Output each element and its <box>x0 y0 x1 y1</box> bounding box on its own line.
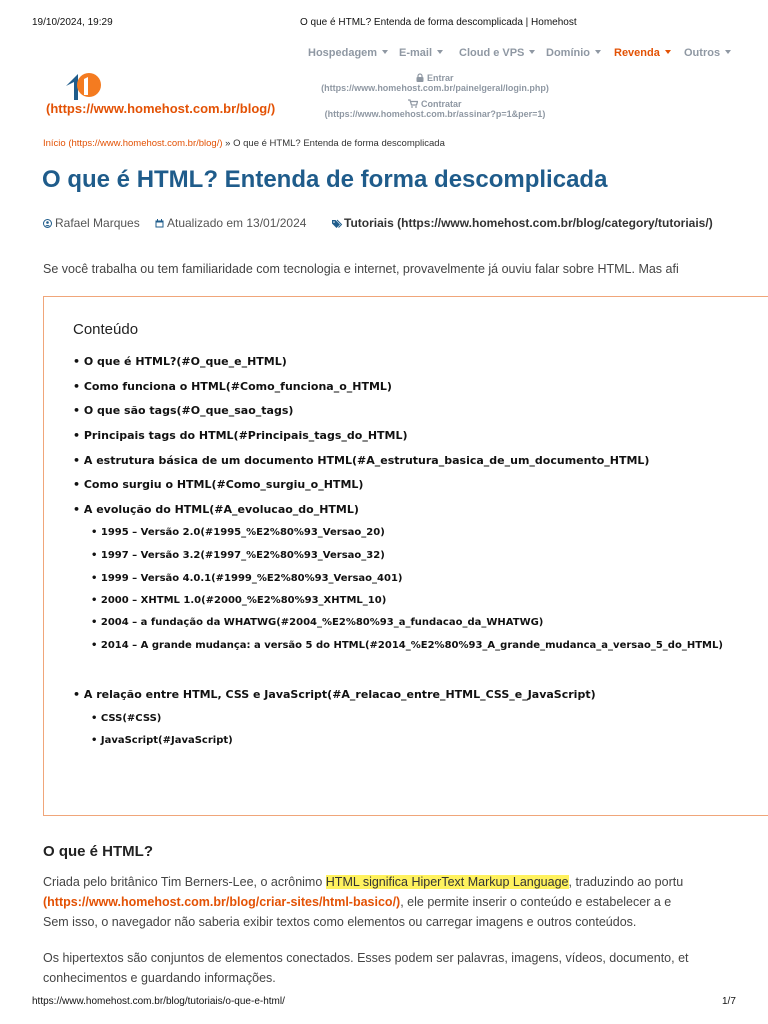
intro-paragraph: Se você trabalha ou tem familiaridade com tecnologia e internet, provavelmente já ouviu falar sobre HTML. Mas afi <box>43 262 679 276</box>
user-icon <box>43 219 52 228</box>
section-paragraph-2-line-1: Os hipertextos são conjuntos de elementos conectados. Esses podem ser palavras, imagens, vídeos, documento, et <box>43 951 689 965</box>
toc-item[interactable]: • Como funciona o HTML(#Como_funciona_o_HTML) <box>73 380 392 393</box>
toc-item[interactable]: • Como surgiu o HTML(#Como_surgiu_o_HTML) <box>73 478 364 491</box>
cart-icon <box>408 99 418 108</box>
nav-hospedagem[interactable]: Hospedagem <box>308 47 388 59</box>
toc-subitem[interactable]: • 2014 – A grande mudança: a versão 5 do HTML(#2014_%E2%80%93_A_grande_mudanca_a_versao_5_do_HTML) <box>91 640 723 651</box>
section-paragraph-1-line-2: (https://www.homehost.com.br/blog/criar-sites/html-basico/), ele permite inserir o conteúdo e estabelecer a e <box>43 895 672 909</box>
signup-label: Contratar <box>421 99 462 109</box>
login-link[interactable] <box>300 73 570 93</box>
print-datetime: 19/10/2024, 19:29 <box>32 17 113 28</box>
tags-icon <box>332 219 343 228</box>
toc-item[interactable]: • Principais tags do HTML(#Principais_tags_do_HTML) <box>73 429 408 442</box>
section-paragraph-1-line-1: Criada pelo britânico Tim Berners-Lee, o acrônimo HTML significa HiperText Markup Language, traduzindo ao portu <box>43 875 684 889</box>
toc-subitem[interactable]: • 1995 – Versão 2.0(#1995_%E2%80%93_Versao_20) <box>91 527 385 538</box>
category-link[interactable] <box>332 216 713 230</box>
toc-subitem[interactable]: • 2004 – a fundação da WHATWG(#2004_%E2%80%93_a_fundacao_da_WHATWG) <box>91 617 544 628</box>
print-footer-url: https://www.homehost.com.br/blog/tutoriais/o-que-e-html/ <box>32 996 285 1007</box>
toc-subitem[interactable]: • 1997 – Versão 3.2(#1997_%E2%80%93_Versao_32) <box>91 550 385 561</box>
toc-item[interactable]: • A estrutura básica de um documento HTML(#A_estrutura_basica_de_um_documento_HTML) <box>73 454 650 467</box>
toc-item[interactable]: • O que é HTML?(#O_que_e_HTML) <box>73 355 287 368</box>
login-url: (https://www.homehost.com.br/painelgeral/login.php) <box>321 83 549 93</box>
page-title: O que é HTML? Entenda de forma descomplicada <box>42 166 608 193</box>
updated-meta <box>155 216 306 230</box>
author-meta[interactable] <box>43 216 140 230</box>
breadcrumb-home-link[interactable]: Início (https://www.homehost.com.br/blog/) <box>43 138 223 149</box>
toc-subitem[interactable]: • 2000 – XHTML 1.0(#2000_%E2%80%93_XHTML_10) <box>91 595 387 606</box>
author-name: Rafael Marques <box>55 216 140 230</box>
print-page-number: 1/7 <box>722 996 736 1007</box>
chevron-down-icon <box>665 50 671 54</box>
toc-item[interactable]: • O que são tags(#O_que_sao_tags) <box>73 404 294 417</box>
section-paragraph-2-line-2: conhecimentos e guardando informações. <box>43 971 276 985</box>
nav-cloud-vps[interactable]: Cloud e VPS <box>459 47 535 59</box>
toc-item[interactable]: • A relação entre HTML, CSS e JavaScript(#A_relacao_entre_HTML_CSS_e_JavaScript) <box>73 688 596 701</box>
section-heading: O que é HTML? <box>43 843 153 860</box>
homehost-logo-icon[interactable] <box>62 70 104 104</box>
calendar-icon <box>155 219 164 228</box>
highlighted-text: HTML significa HiperText Markup Language <box>325 875 569 889</box>
toc-title: Conteúdo <box>73 321 139 338</box>
nav-email[interactable]: E-mail <box>399 47 443 59</box>
toc-subitem[interactable]: • JavaScript(#JavaScript) <box>91 735 233 746</box>
category-label: Tutoriais (https://www.homehost.com.br/blog/category/tutoriais/) <box>344 216 713 230</box>
updated-date: Atualizado em 13/01/2024 <box>167 216 307 230</box>
signup-link[interactable] <box>300 99 570 119</box>
lock-icon <box>416 73 424 82</box>
breadcrumb <box>43 138 445 149</box>
breadcrumb-separator: » <box>222 138 234 149</box>
breadcrumb-current: O que é HTML? Entenda de forma descomplicada <box>233 138 445 149</box>
print-doc-title: O que é HTML? Entenda de forma descomplicada | Homehost <box>300 17 577 28</box>
html-basico-link[interactable]: (https://www.homehost.com.br/blog/criar-sites/html-basico/) <box>43 895 401 909</box>
toc-item[interactable]: • A evolução do HTML(#A_evolucao_do_HTML) <box>73 503 359 516</box>
chevron-down-icon <box>725 50 731 54</box>
chevron-down-icon <box>437 50 443 54</box>
login-label: Entrar <box>427 73 454 83</box>
nav-dominio[interactable]: Domínio <box>546 47 601 59</box>
logo-url-link[interactable]: (https://www.homehost.com.br/blog/) <box>46 101 276 116</box>
chevron-down-icon <box>529 50 535 54</box>
chevron-down-icon <box>595 50 601 54</box>
toc-subitem[interactable]: • 1999 – Versão 4.0.1(#1999_%E2%80%93_Versao_401) <box>91 573 403 584</box>
toc-subitem[interactable]: • CSS(#CSS) <box>91 713 162 724</box>
nav-revenda[interactable]: Revenda <box>614 47 671 59</box>
chevron-down-icon <box>382 50 388 54</box>
section-paragraph-1-line-3: Sem isso, o navegador não saberia exibir textos como elementos ou carregar imagens e outros conteúdos. <box>43 915 637 929</box>
signup-url: (https://www.homehost.com.br/assinar?p=1&per=1) <box>324 109 546 119</box>
nav-outros[interactable]: Outros <box>684 47 731 59</box>
